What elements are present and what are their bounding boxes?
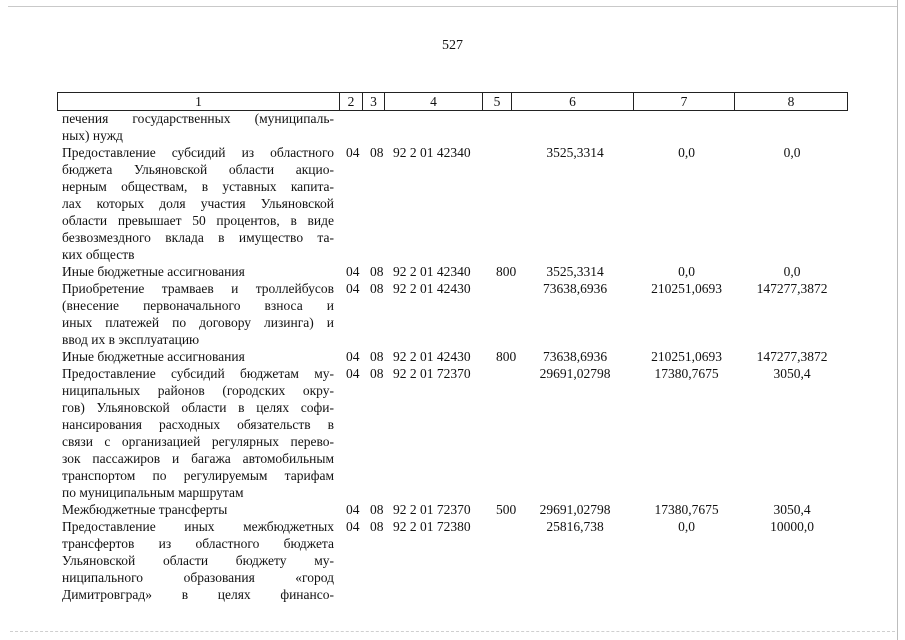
section-code: 04 xyxy=(346,519,360,534)
row-description xyxy=(62,501,334,518)
expense-type-code: 800 xyxy=(496,264,517,279)
description-line: транспортом по регулируемым тарифам xyxy=(62,468,334,483)
header-col-4: 4 xyxy=(385,93,483,111)
description-line: бюджета Ульяновской области акцио- xyxy=(62,162,334,177)
description-line: иных платежей по договору лизинга) и xyxy=(62,315,334,330)
subsection-code: 08 xyxy=(370,145,384,160)
description-line: Димитровград» в целях финансо- xyxy=(62,587,334,602)
description-line: связи с организацией регулярных перево- xyxy=(62,434,334,449)
description-line: нерным обществам, в уставных капита- xyxy=(62,179,334,194)
description-line: Предоставление субсидий из областного xyxy=(62,145,334,160)
section-code: 04 xyxy=(346,264,360,279)
section-code: 04 xyxy=(346,145,360,160)
target-article-code: 92 2 01 42340 xyxy=(393,145,471,160)
row-description xyxy=(62,365,334,501)
amount-year-3: 3050,4 xyxy=(773,502,811,517)
expense-type-code: 800 xyxy=(496,349,517,364)
header-row xyxy=(58,93,848,111)
section-code: 04 xyxy=(346,366,360,381)
amount-year-3: 0,0 xyxy=(783,145,801,160)
description-line: Предоставление субсидий бюджетам му- xyxy=(62,366,334,381)
description-line: лах которых доля участия Ульяновской xyxy=(62,196,334,211)
description-line: ниципальных районов (городских окру- xyxy=(62,383,334,398)
page-number: 527 xyxy=(442,38,463,53)
subsection-code: 08 xyxy=(370,281,384,296)
target-article-code: 92 2 01 72370 xyxy=(393,366,471,381)
amount-year-2: 17380,7675 xyxy=(654,366,719,381)
header-col-2: 2 xyxy=(340,93,363,111)
amount-year-1: 29691,02798 xyxy=(539,502,611,517)
amount-year-1: 3525,3314 xyxy=(546,264,604,279)
subsection-code: 08 xyxy=(370,502,384,517)
row-description xyxy=(62,518,334,603)
description-line: нансирования расходных обязательств в xyxy=(62,417,334,432)
target-article-code: 92 2 01 42340 xyxy=(393,264,471,279)
description-line: области превышает 50 процентов, в виде xyxy=(62,213,334,228)
amount-year-1: 29691,02798 xyxy=(539,366,611,381)
header-col-7: 7 xyxy=(634,93,735,111)
header-col-1: 1 xyxy=(58,93,340,111)
description-line: Ульяновской области бюджету му- xyxy=(62,553,334,568)
description-line: ввод их в эксплуатацию xyxy=(62,332,200,347)
amount-year-1: 73638,6936 xyxy=(542,281,608,296)
description-line: ниципального образования «город xyxy=(62,570,334,585)
subsection-code: 08 xyxy=(370,366,384,381)
subsection-code: 08 xyxy=(370,519,384,534)
table-row xyxy=(0,365,905,501)
section-code: 04 xyxy=(346,502,360,517)
target-article-code: 92 2 01 72380 xyxy=(393,519,471,534)
target-article-code: 92 2 01 42430 xyxy=(393,349,471,364)
header-col-8: 8 xyxy=(735,93,848,111)
amount-year-3: 3050,4 xyxy=(773,366,811,381)
row-description xyxy=(62,110,334,144)
amount-year-1: 25816,738 xyxy=(546,519,604,534)
table-row xyxy=(0,263,905,280)
description-line: трансфертов из областного бюджета xyxy=(62,536,334,551)
header-col-3: 3 xyxy=(363,93,385,111)
table-row xyxy=(0,144,905,263)
amount-year-3: 10000,0 xyxy=(770,519,814,534)
description-line: печения государственных (муниципаль- xyxy=(62,111,334,126)
header-col-5: 5 xyxy=(483,93,512,111)
section-code: 04 xyxy=(346,281,360,296)
row-description xyxy=(62,263,334,280)
amount-year-1: 73638,6936 xyxy=(542,349,608,364)
description-line: ких обществ xyxy=(62,247,135,262)
description-line: зок пассажиров и багажа автомобильным xyxy=(62,451,334,466)
amount-year-3: 0,0 xyxy=(783,264,801,279)
row-description xyxy=(62,280,334,348)
section-code: 04 xyxy=(346,349,360,364)
amount-year-3: 147277,3872 xyxy=(756,281,828,296)
row-description xyxy=(62,144,334,263)
row-description xyxy=(62,348,334,365)
target-article-code: 92 2 01 72370 xyxy=(393,502,471,517)
page-top-border xyxy=(8,6,897,7)
amount-year-2: 210251,0693 xyxy=(651,281,722,296)
amount-year-2: 0,0 xyxy=(678,264,695,279)
description-line: Предоставление иных межбюджетных xyxy=(62,519,334,534)
target-article-code: 92 2 01 42430 xyxy=(393,281,471,296)
expense-type-code: 500 xyxy=(496,502,517,517)
description-line: Приобретение трамваев и троллейбусов xyxy=(62,281,334,296)
amount-year-2: 0,0 xyxy=(678,145,695,160)
table-row xyxy=(0,110,905,144)
table-header xyxy=(57,92,848,111)
description-line: (внесение первоначального взноса и xyxy=(62,298,334,313)
amount-year-2: 17380,7675 xyxy=(654,502,719,517)
amount-year-3: 147277,3872 xyxy=(756,349,828,364)
description-line: по муниципальным маршрутам xyxy=(62,485,244,500)
table-row xyxy=(0,280,905,348)
amount-year-1: 3525,3314 xyxy=(546,145,604,160)
table-row xyxy=(0,518,905,603)
header-col-6: 6 xyxy=(512,93,634,111)
amount-year-2: 210251,0693 xyxy=(651,349,722,364)
description-line: безвозмездного вклада в имущество та- xyxy=(62,230,334,245)
table-row xyxy=(0,501,905,518)
description-line: гов) Ульяновской области в целях софи- xyxy=(62,400,334,415)
description-line: ных) нужд xyxy=(62,128,123,143)
description-line: Иные бюджетные ассигнования xyxy=(62,264,245,279)
description-line: Иные бюджетные ассигнования xyxy=(62,349,245,364)
table-row xyxy=(0,348,905,365)
amount-year-2: 0,0 xyxy=(678,519,695,534)
page-bottom-border xyxy=(10,631,895,632)
subsection-code: 08 xyxy=(370,349,384,364)
description-line: Межбюджетные трансферты xyxy=(62,502,228,517)
subsection-code: 08 xyxy=(370,264,384,279)
